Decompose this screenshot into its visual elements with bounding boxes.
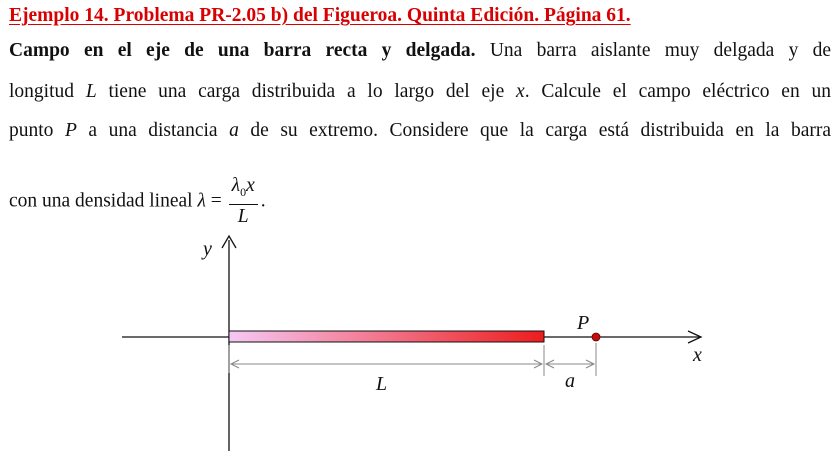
example-title: Ejemplo 14. Problema PR-2.05 b) del Figueroa. Quinta Edición. Página 61. — [9, 5, 631, 26]
x-axis-label: x — [693, 344, 702, 366]
line3-text-c: de su extremo. Considere que la carga está distribuida en la barra — [250, 120, 832, 141]
point-p-label: P — [577, 312, 590, 334]
line3-text-a: punto — [9, 120, 54, 141]
charged-rod — [229, 331, 544, 342]
var-a: a — [229, 120, 239, 141]
line3-text-b: a una distancia — [88, 120, 218, 141]
point-p-marker — [592, 333, 600, 341]
line1-text: Una barra aislante muy delgada y de — [489, 40, 832, 61]
line2-text-a: longitud — [9, 81, 75, 102]
lambda-subscript: 0 — [240, 184, 247, 199]
numerator-x: x — [246, 175, 255, 196]
var-x: x — [516, 81, 525, 102]
line2-text-b: tiene una carga distribuida a lo largo del eje — [108, 81, 505, 102]
lambda-symbol: λ — [197, 190, 206, 212]
fraction-denominator: L — [237, 205, 249, 227]
dim-a-label: a — [565, 370, 575, 392]
problem-heading: Campo en el eje de una barra recta y delgada. — [9, 40, 476, 61]
var-P: P — [64, 120, 77, 141]
var-L: L — [85, 81, 97, 102]
equals-sign: = — [210, 190, 222, 212]
y-axis-label: y — [203, 238, 212, 260]
sentence-period: . — [260, 190, 266, 212]
lambda-zero: λ — [231, 175, 241, 196]
dim-L-label: L — [376, 373, 388, 395]
line2-text-c: . Calcule el campo eléctrico en un — [524, 81, 831, 102]
line4-text: con una densidad lineal — [9, 190, 193, 212]
